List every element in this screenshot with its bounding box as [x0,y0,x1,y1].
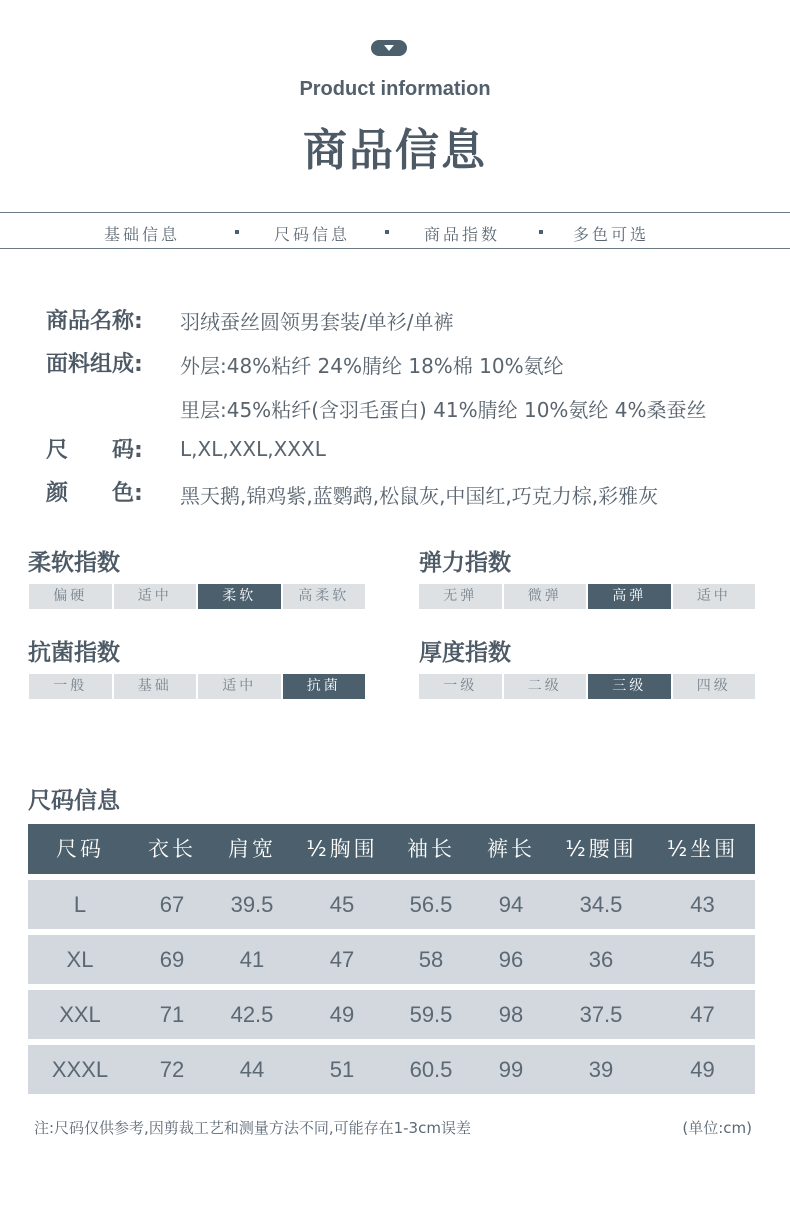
separator-dot [539,230,543,234]
table-cell: 39 [588,1057,614,1082]
chevron-down-icon [371,40,407,56]
table-header-cell: ½腰围 [565,837,637,861]
table-cell: 47 [690,1002,715,1027]
index-level: 微弹 [504,584,587,609]
size-info-title: 尺码信息 [28,788,120,814]
product-name-value: 羽绒蚕丝圆领男套装/单衫/单裤 [180,310,454,334]
index-level: 无弹 [419,584,502,609]
table-cell: 45 [329,892,355,917]
color-value: 黑天鹅,锦鸡紫,蓝鹦鹉,松鼠灰,中国红,巧克力棕,彩雅灰 [180,484,659,508]
table-cell: 94 [498,892,524,917]
table-cell: 42.5 [230,1002,274,1027]
softness-index-scale [29,584,365,609]
index-level-selected: 柔软 [198,584,281,609]
separator-dot [385,230,389,234]
fabric-inner-value: 里层:45%粘纤(含羽毛蛋白) 41%腈纶 10%氨纶 4%桑蚕丝 [180,398,707,422]
product-name-label: 商品名称: [46,309,143,334]
index-level: 适中 [114,584,197,609]
table-cell: 39.5 [230,892,274,917]
table-cell: 60.5 [409,1057,453,1082]
table-cell: 34.5 [579,892,623,917]
table-cell: 58 [418,947,444,972]
table-cell: 71 [159,1002,185,1027]
unit-note: (单位:cm) [682,1119,752,1137]
index-level: 二级 [504,674,587,699]
nav-item-basic-info[interactable]: 基础信息 [104,225,181,244]
table-row [28,935,755,984]
antibacterial-index-scale [29,674,365,699]
index-level: 适中 [198,674,281,699]
table-header-cell: ½胸围 [306,837,378,861]
index-level: 一般 [29,674,112,699]
table-header-row [28,824,755,874]
table-cell: 49 [690,1057,715,1082]
table-cell: 47 [329,947,355,972]
table-header-cell: 肩宽 [228,837,276,861]
index-level: 基础 [114,674,197,699]
table-cell: 51 [329,1057,355,1082]
table-cell: 41 [239,947,265,972]
table-cell: 43 [690,892,715,917]
index-level-selected: 抗菌 [283,674,366,699]
table-cell: XXXL [51,1057,109,1082]
table-cell: 56.5 [409,892,453,917]
table-cell: 72 [159,1057,185,1082]
table-row [28,1045,755,1094]
elasticity-index-scale [419,584,755,609]
table-header-cell: 尺码 [56,837,104,861]
index-level: 偏硬 [29,584,112,609]
index-level: 一级 [419,674,502,699]
fabric-outer-value: 外层:48%粘纤 24%腈纶 18%棉 10%氨纶 [180,354,564,378]
index-level-selected: 高弹 [588,584,671,609]
table-cell: 44 [239,1057,265,1082]
table-cell: 49 [329,1002,355,1027]
table-cell: 69 [159,947,185,972]
index-level: 适中 [673,584,756,609]
index-level: 四级 [673,674,756,699]
table-row [28,990,755,1039]
table-header-cell: 袖长 [407,837,455,861]
table-cell: L [73,892,87,917]
nav-item-product-index[interactable]: 商品指数 [424,225,501,244]
index-level-selected: 三级 [588,674,671,699]
table-cell: 59.5 [409,1002,453,1027]
size-footnote: 注:尺码仅供参考,因剪裁工艺和测量方法不同,可能存在1-3cm误差 [34,1119,471,1137]
size-table [28,824,755,1100]
size-value: L,XL,XXL,XXXL [180,437,326,461]
nav-item-size-info[interactable]: 尺码信息 [274,225,351,244]
table-header-cell: 衣长 [148,837,196,861]
antibacterial-index-title: 抗菌指数 [28,640,120,666]
color-label: 颜 色: [46,481,143,506]
table-cell: 96 [498,947,524,972]
thickness-index-title: 厚度指数 [419,640,511,666]
table-cell: 67 [159,892,185,917]
thickness-index-scale [419,674,755,699]
table-row [28,880,755,929]
page-title: 商品信息 [303,125,487,176]
index-level: 高柔软 [283,584,366,609]
separator-dot [235,230,239,234]
table-cell: XXL [59,1002,101,1027]
page-title-english: Product information [299,78,491,100]
size-label: 尺 码: [46,438,143,463]
table-cell: 99 [498,1057,524,1082]
fabric-label: 面料组成: [46,352,143,377]
elasticity-index-title: 弹力指数 [419,550,511,576]
softness-index-title: 柔软指数 [28,550,120,576]
table-cell: 37.5 [579,1002,623,1027]
table-header-cell: ½坐围 [666,837,739,861]
table-cell: 36 [588,947,614,972]
nav-item-color-options[interactable]: 多色可选 [573,225,650,244]
table-header-cell: 裤长 [487,837,535,861]
table-cell: 98 [498,1002,524,1027]
table-cell: XL [66,947,94,972]
table-cell: 45 [690,947,715,972]
section-nav [0,212,790,249]
